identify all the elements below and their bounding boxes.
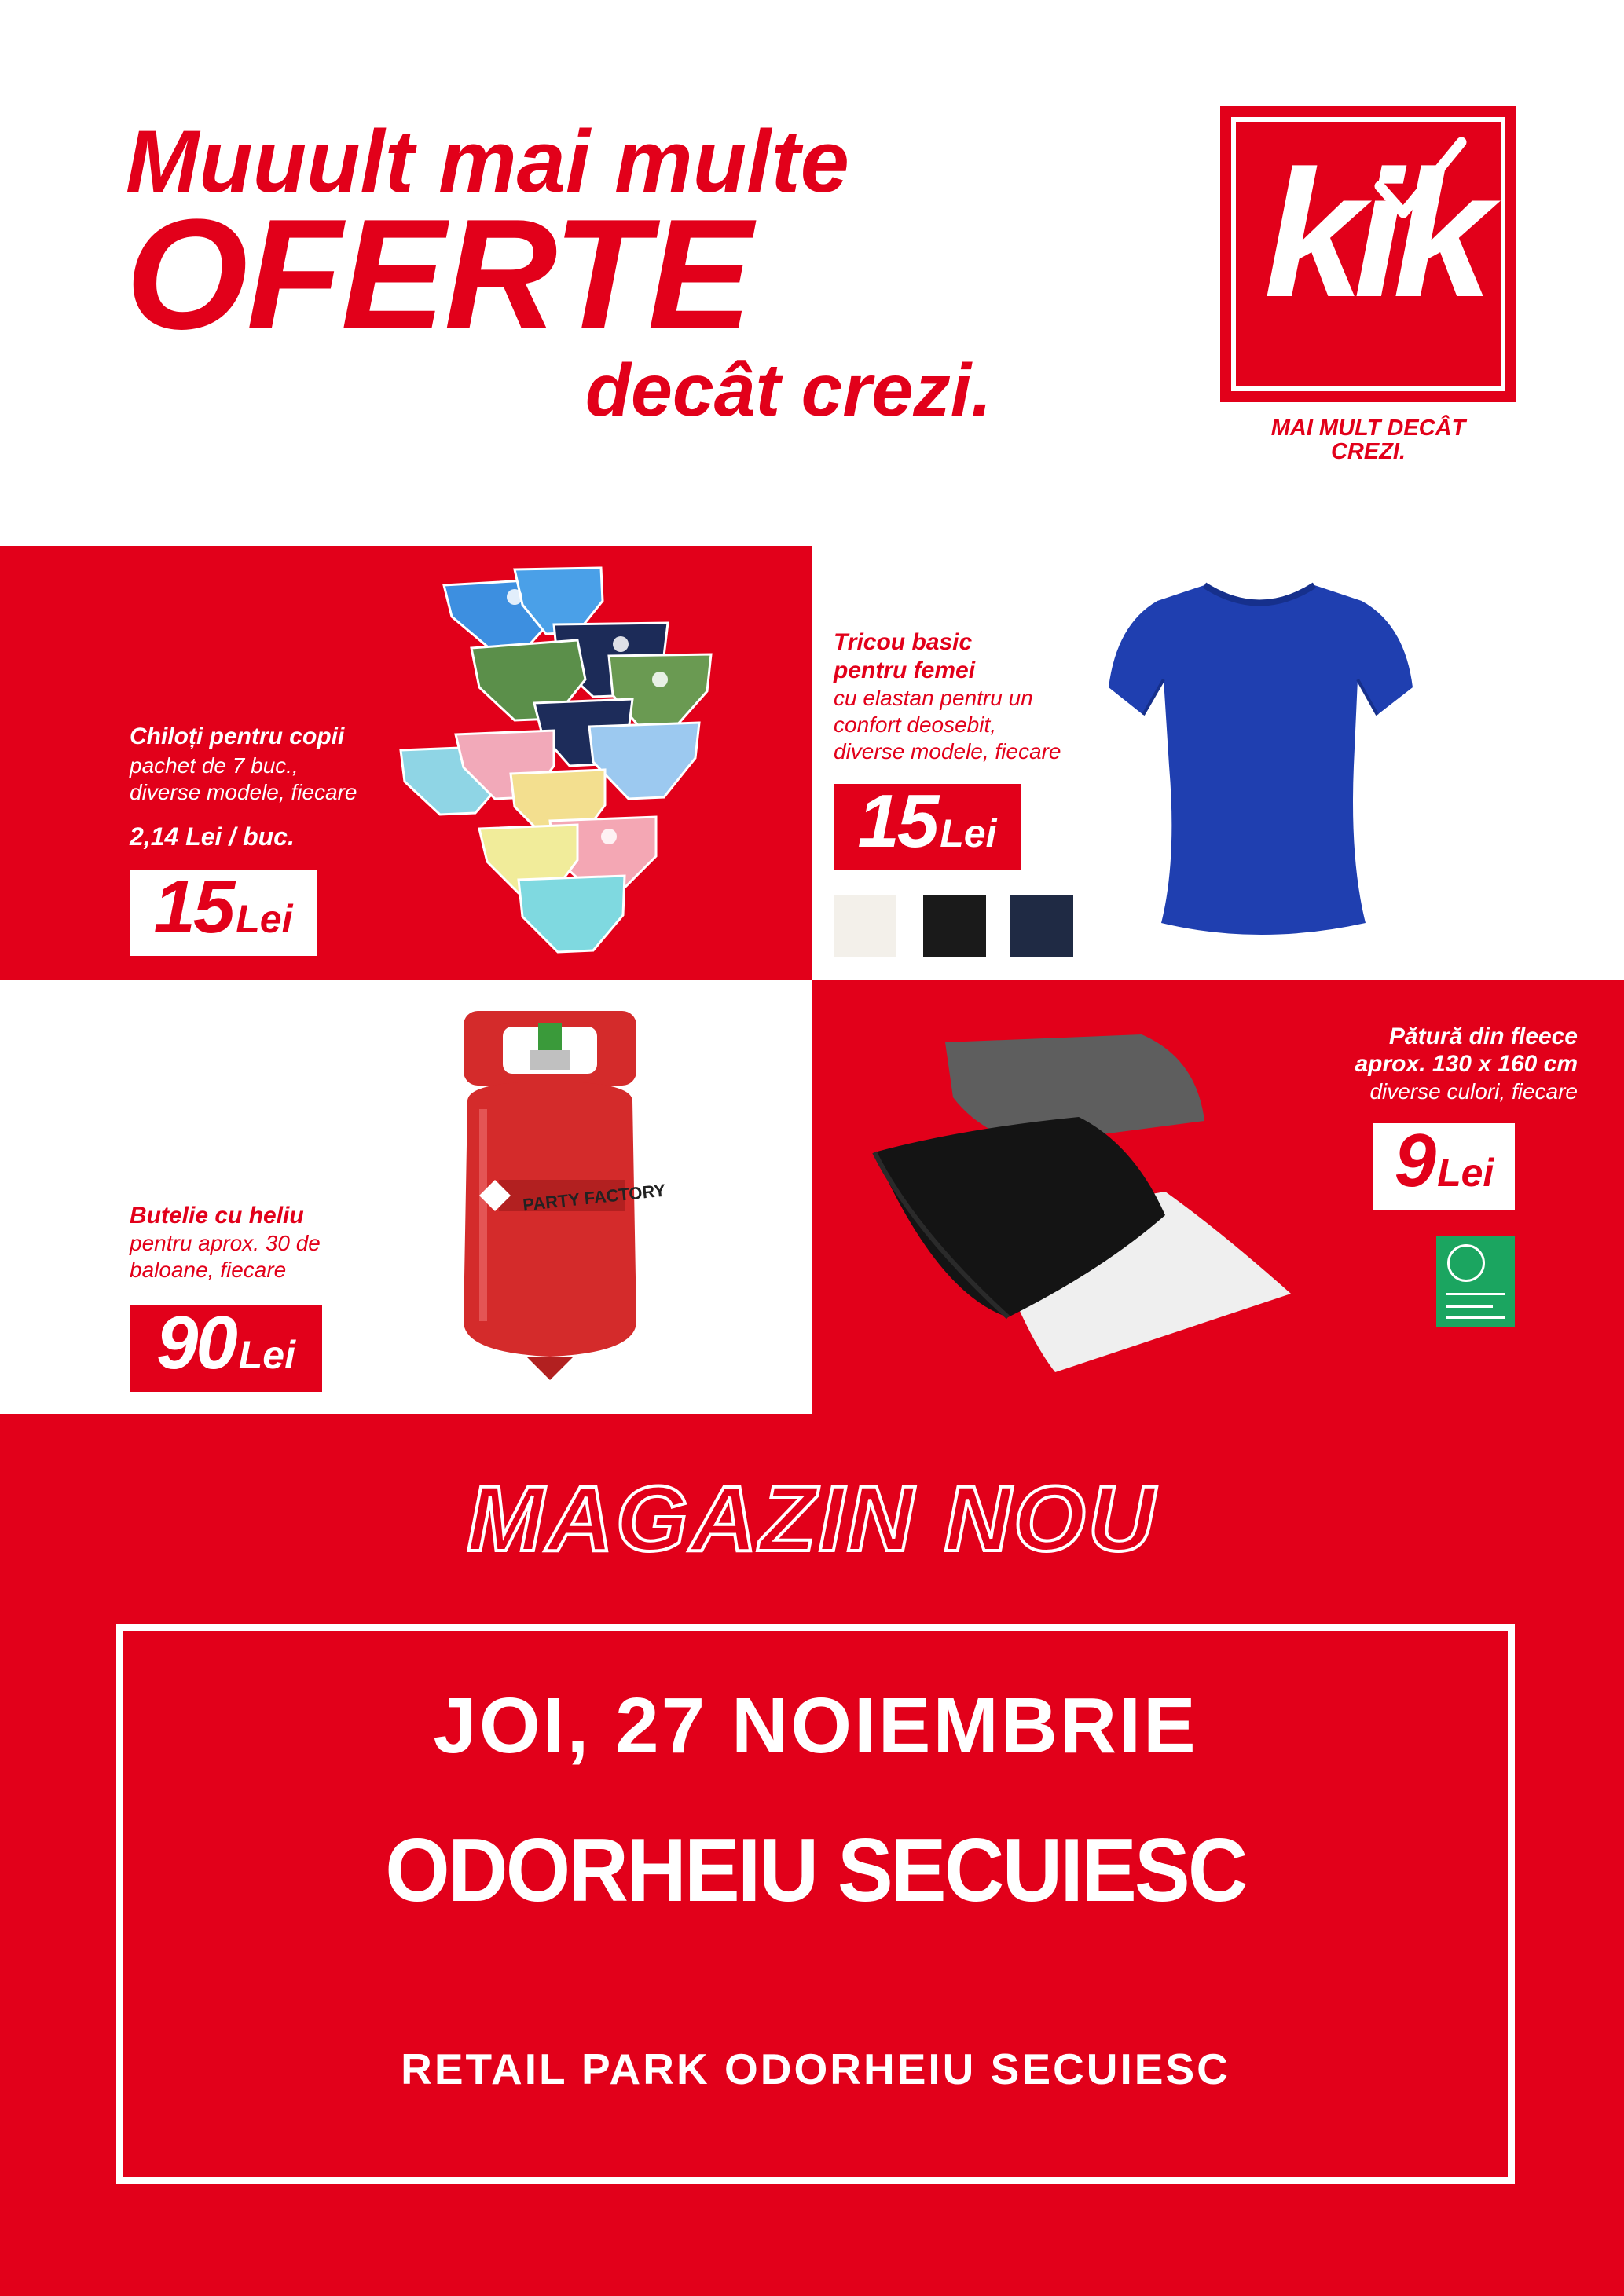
product-desc-line-2: confort deosebit, — [834, 712, 997, 737]
event-frame — [116, 1624, 1515, 2184]
logo-tagline — [1220, 416, 1516, 464]
product-desc-line-3: diverse modele, fiecare — [834, 739, 1061, 764]
tank-label: PARTY FACTORY — [522, 1180, 667, 1215]
headline-line-3: decât crezi. — [585, 349, 992, 432]
price-tag — [130, 1301, 322, 1392]
product-title-line-2: pentru femei — [834, 657, 976, 683]
product-desc-line-1: pentru aprox. 30 de — [130, 1231, 321, 1255]
event-date: JOI, 27 NOIEMBRIE — [433, 1682, 1198, 1770]
product-desc-line-1: diverse culori, fiecare — [1369, 1079, 1578, 1104]
price-tag — [1373, 1119, 1515, 1210]
new-store-section — [0, 1414, 1624, 2296]
price-currency: Lei — [236, 897, 293, 941]
logo-checkmark-icon — [1373, 137, 1468, 224]
tshirt-icon — [1094, 577, 1424, 939]
price-value: 90 — [156, 1301, 236, 1385]
product-desc-line-1: pachet de 7 buc., — [130, 753, 299, 778]
product-helium-tank — [0, 980, 812, 1414]
kids-underwear-icon — [397, 562, 742, 966]
price-currency: Lei — [238, 1333, 296, 1377]
product-desc-line-1: cu elastan pentru un — [834, 686, 1033, 710]
color-swatch-navy[interactable] — [1010, 895, 1073, 957]
product-kids-underwear — [0, 546, 812, 980]
price-tag — [130, 865, 317, 956]
kik-logo — [1220, 106, 1516, 402]
product-title-line-1: Pătură din fleece — [1388, 1023, 1578, 1049]
color-swatch-white[interactable] — [834, 895, 896, 957]
logo-wordmark: kik — [1263, 133, 1483, 335]
product-title-line-1: Tricou basic — [834, 629, 973, 655]
logo-frame — [1231, 117, 1505, 391]
product-desc-line-2: baloane, fiecare — [130, 1258, 287, 1282]
logo-tagline-1: MAI MULT DECÂT — [1270, 416, 1466, 441]
logo-tagline-2: CREZI. — [1330, 439, 1406, 465]
oeko-tex-badge-icon — [1436, 1236, 1515, 1327]
product-fleece-blanket — [812, 980, 1624, 1414]
price-value: 15 — [857, 779, 937, 863]
headline-line-2: OFERTE — [126, 187, 751, 362]
price-currency: Lei — [1437, 1151, 1494, 1195]
fleece-blanket-icon — [867, 1034, 1307, 1396]
product-title: Chiloți pentru copii — [130, 723, 345, 749]
product-desc-line-2: diverse modele, fiecare — [130, 780, 357, 804]
product-tshirt — [812, 546, 1624, 980]
product-unit-price: 2,14 Lei / buc. — [130, 822, 295, 851]
price-currency: Lei — [940, 811, 997, 855]
price-value: 9 — [1394, 1119, 1435, 1203]
event-venue: RETAIL PARK ODORHEIU SECUIESC — [401, 2045, 1230, 2093]
headline-line-1: Muuult mai multe — [126, 112, 849, 211]
new-store-headline: MAGAZIN NOU — [467, 1467, 1157, 1571]
price-value: 15 — [153, 865, 233, 949]
product-title: Butelie cu heliu — [130, 1203, 304, 1229]
color-swatch-black[interactable] — [923, 895, 986, 957]
event-city: ODORHEIU SECUIESC — [385, 1821, 1246, 1921]
product-title-line-2: aprox. 130 x 160 cm — [1355, 1051, 1578, 1077]
price-tag — [834, 779, 1021, 870]
